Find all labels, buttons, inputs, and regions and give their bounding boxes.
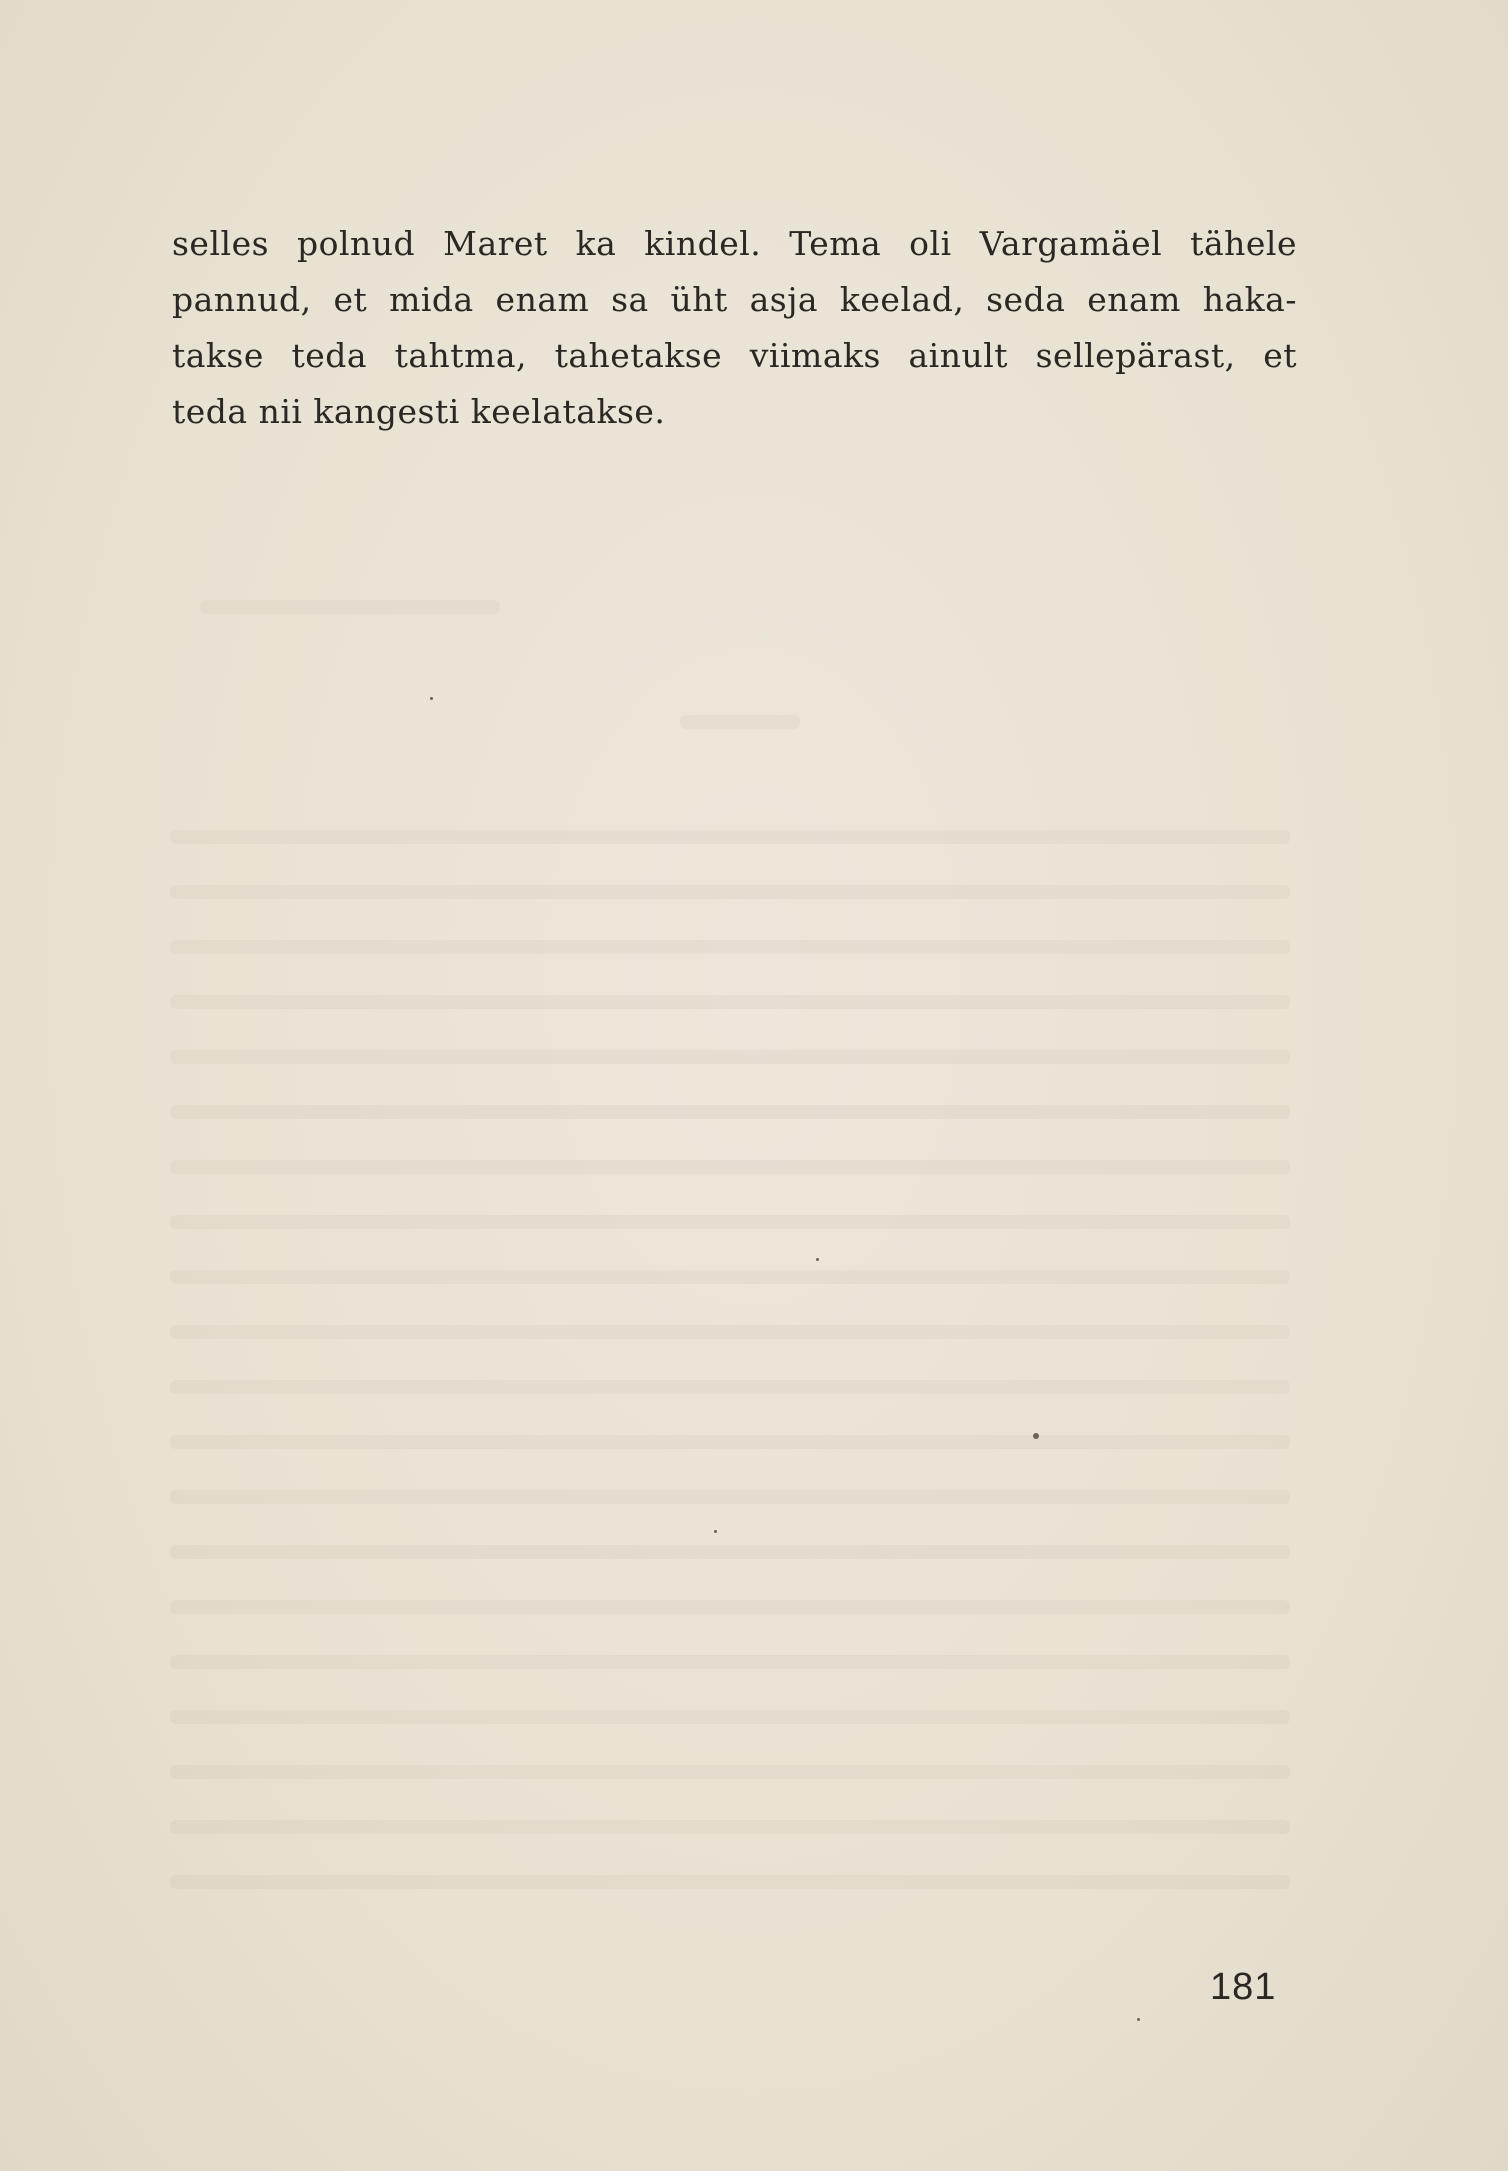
text-line: teda nii kangesti keelatakse.: [172, 392, 666, 431]
paper-speck: [1033, 1433, 1039, 1439]
text-line: pannud, et mida enam sa üht asja keelad, seda enam haka-: [172, 280, 1297, 319]
paper-speck: [714, 1530, 717, 1533]
paper-speck: [816, 1258, 819, 1261]
text-line: selles polnud Maret ka kindel. Tema oli Vargamäel tähele: [172, 224, 1297, 263]
body-text: [172, 216, 1297, 440]
paper-speck: [1137, 2018, 1140, 2021]
paper-speck: [430, 697, 433, 700]
text-line: takse teda tahtma, tahetakse viimaks ainult sellepärast, et: [172, 336, 1297, 375]
page-number: 181: [1210, 1966, 1277, 2008]
